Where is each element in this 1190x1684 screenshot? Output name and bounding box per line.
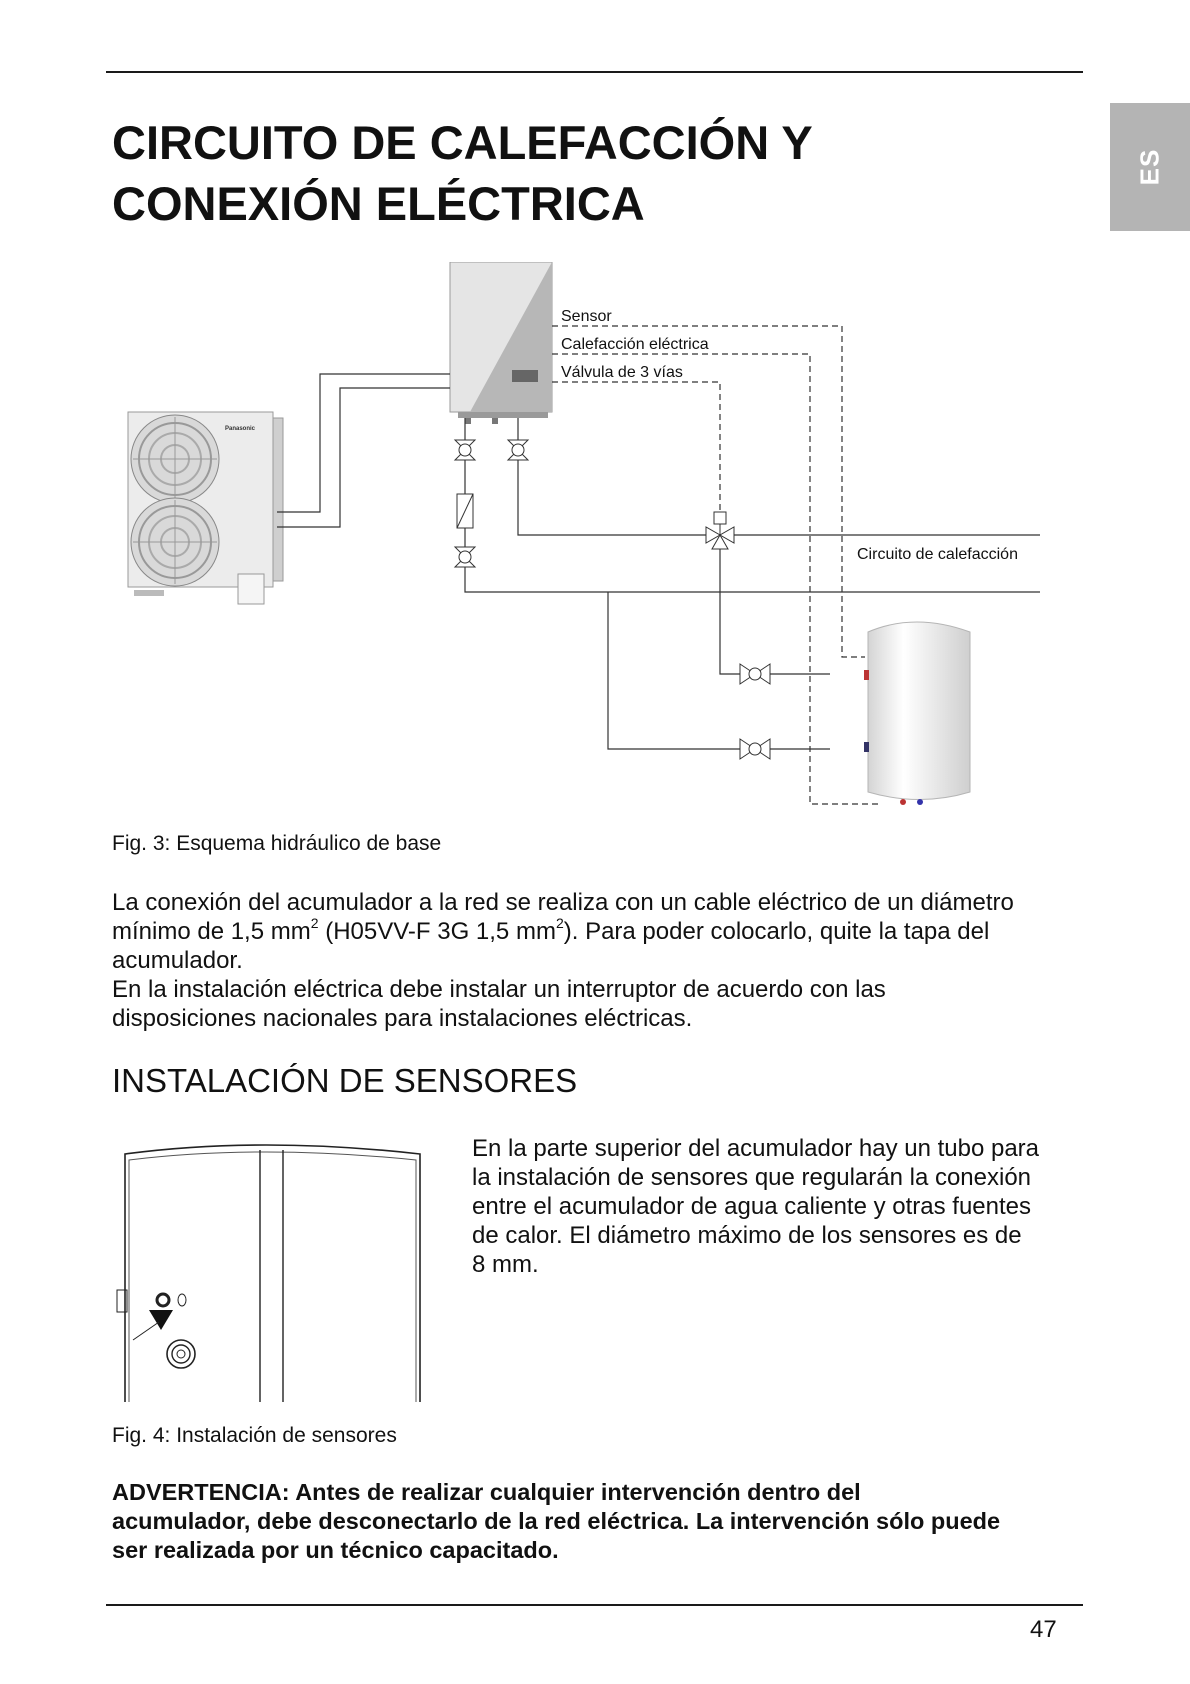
arrow-down-icon xyxy=(133,1310,173,1340)
top-rule xyxy=(106,71,1083,73)
fig4-caption: Fig. 4: Instalación de sensores xyxy=(112,1424,397,1447)
body-line: mínimo de 1,5 $mm^2$ (H05VV-F 3G 1,5 $mm^2$). Para poder colocarlo, quite la tapa del xyxy=(112,915,990,945)
hydraulic-diagram xyxy=(120,262,1080,822)
fan-bottom-icon xyxy=(131,498,219,586)
page-number: 47 xyxy=(1030,1616,1057,1643)
warning-line: acumulador, debe desconectarlo de la red eléctrica. La intervención sólo puede xyxy=(112,1508,1001,1534)
sensor-text xyxy=(472,1134,1082,1279)
valve-icon xyxy=(455,547,475,567)
sensor-text-line: 8 mm. xyxy=(472,1251,539,1278)
valve-icon xyxy=(508,440,528,460)
body-text xyxy=(112,888,1092,1033)
outdoor-unit xyxy=(128,412,283,604)
sensor-text-line: entre el acumulador de agua caliente y otras fuentes xyxy=(472,1193,1032,1220)
connection-fitting-icon xyxy=(167,1340,195,1368)
body-line: acumulador. xyxy=(112,947,243,974)
bottom-rule xyxy=(106,1604,1083,1606)
valve-icon xyxy=(740,664,770,684)
label-sensor: Sensor xyxy=(561,308,612,325)
page-title-line-1: CIRCUITO DE CALEFACCIÓN Y xyxy=(112,116,813,169)
fig3-caption: Fig. 3: Esquema hidráulico de base xyxy=(112,832,442,855)
valve-icon xyxy=(455,440,475,460)
label-electric-heating: Calefacción eléctrica xyxy=(561,336,709,353)
indoor-unit xyxy=(450,262,552,424)
filter-icon xyxy=(457,494,473,528)
section-title: INSTALACIÓN DE SENSORES xyxy=(112,1062,578,1099)
brand-logo: Panasonic xyxy=(225,426,256,432)
page-title xyxy=(112,112,1012,234)
language-tab xyxy=(1110,103,1190,231)
body-line: En la instalación eléctrica debe instalar un interruptor de acuerdo con las xyxy=(112,976,886,1003)
warning-line: ser realizada por un técnico capacitado. xyxy=(112,1537,559,1563)
language-tab-label: ES xyxy=(1134,148,1165,186)
page-title-line-2: CONEXIÓN ELÉCTRICA xyxy=(112,177,645,230)
warning-notice xyxy=(112,1478,1102,1565)
sensor-text-line: la instalación de sensores que regularán la conexión xyxy=(472,1164,1032,1191)
body-line: disposiciones nacionales para instalaciones eléctricas. xyxy=(112,1005,693,1032)
sensor-installation-diagram xyxy=(115,1140,435,1410)
label-three-way-valve: Válvula de 3 vías xyxy=(561,364,683,381)
water-heater-tank xyxy=(864,622,970,805)
sensor-text-line: En la parte superior del acumulador hay un tubo para xyxy=(472,1135,1040,1162)
body-line: La conexión del acumulador a la red se realiza con un cable eléctrico de un diámetro xyxy=(112,889,1014,916)
fan-top-icon xyxy=(131,415,219,503)
sensor-text-line: de calor. El diámetro máximo de los sensores es de xyxy=(472,1222,1022,1249)
valve-icon xyxy=(740,739,770,759)
three-way-valve-icon xyxy=(706,512,734,549)
sensor-port-icon xyxy=(157,1294,186,1306)
label-heating-circuit: Circuito de calefacción xyxy=(857,546,1018,563)
warning-line: ADVERTENCIA: Antes de realizar cualquier intervención dentro del xyxy=(112,1479,861,1505)
